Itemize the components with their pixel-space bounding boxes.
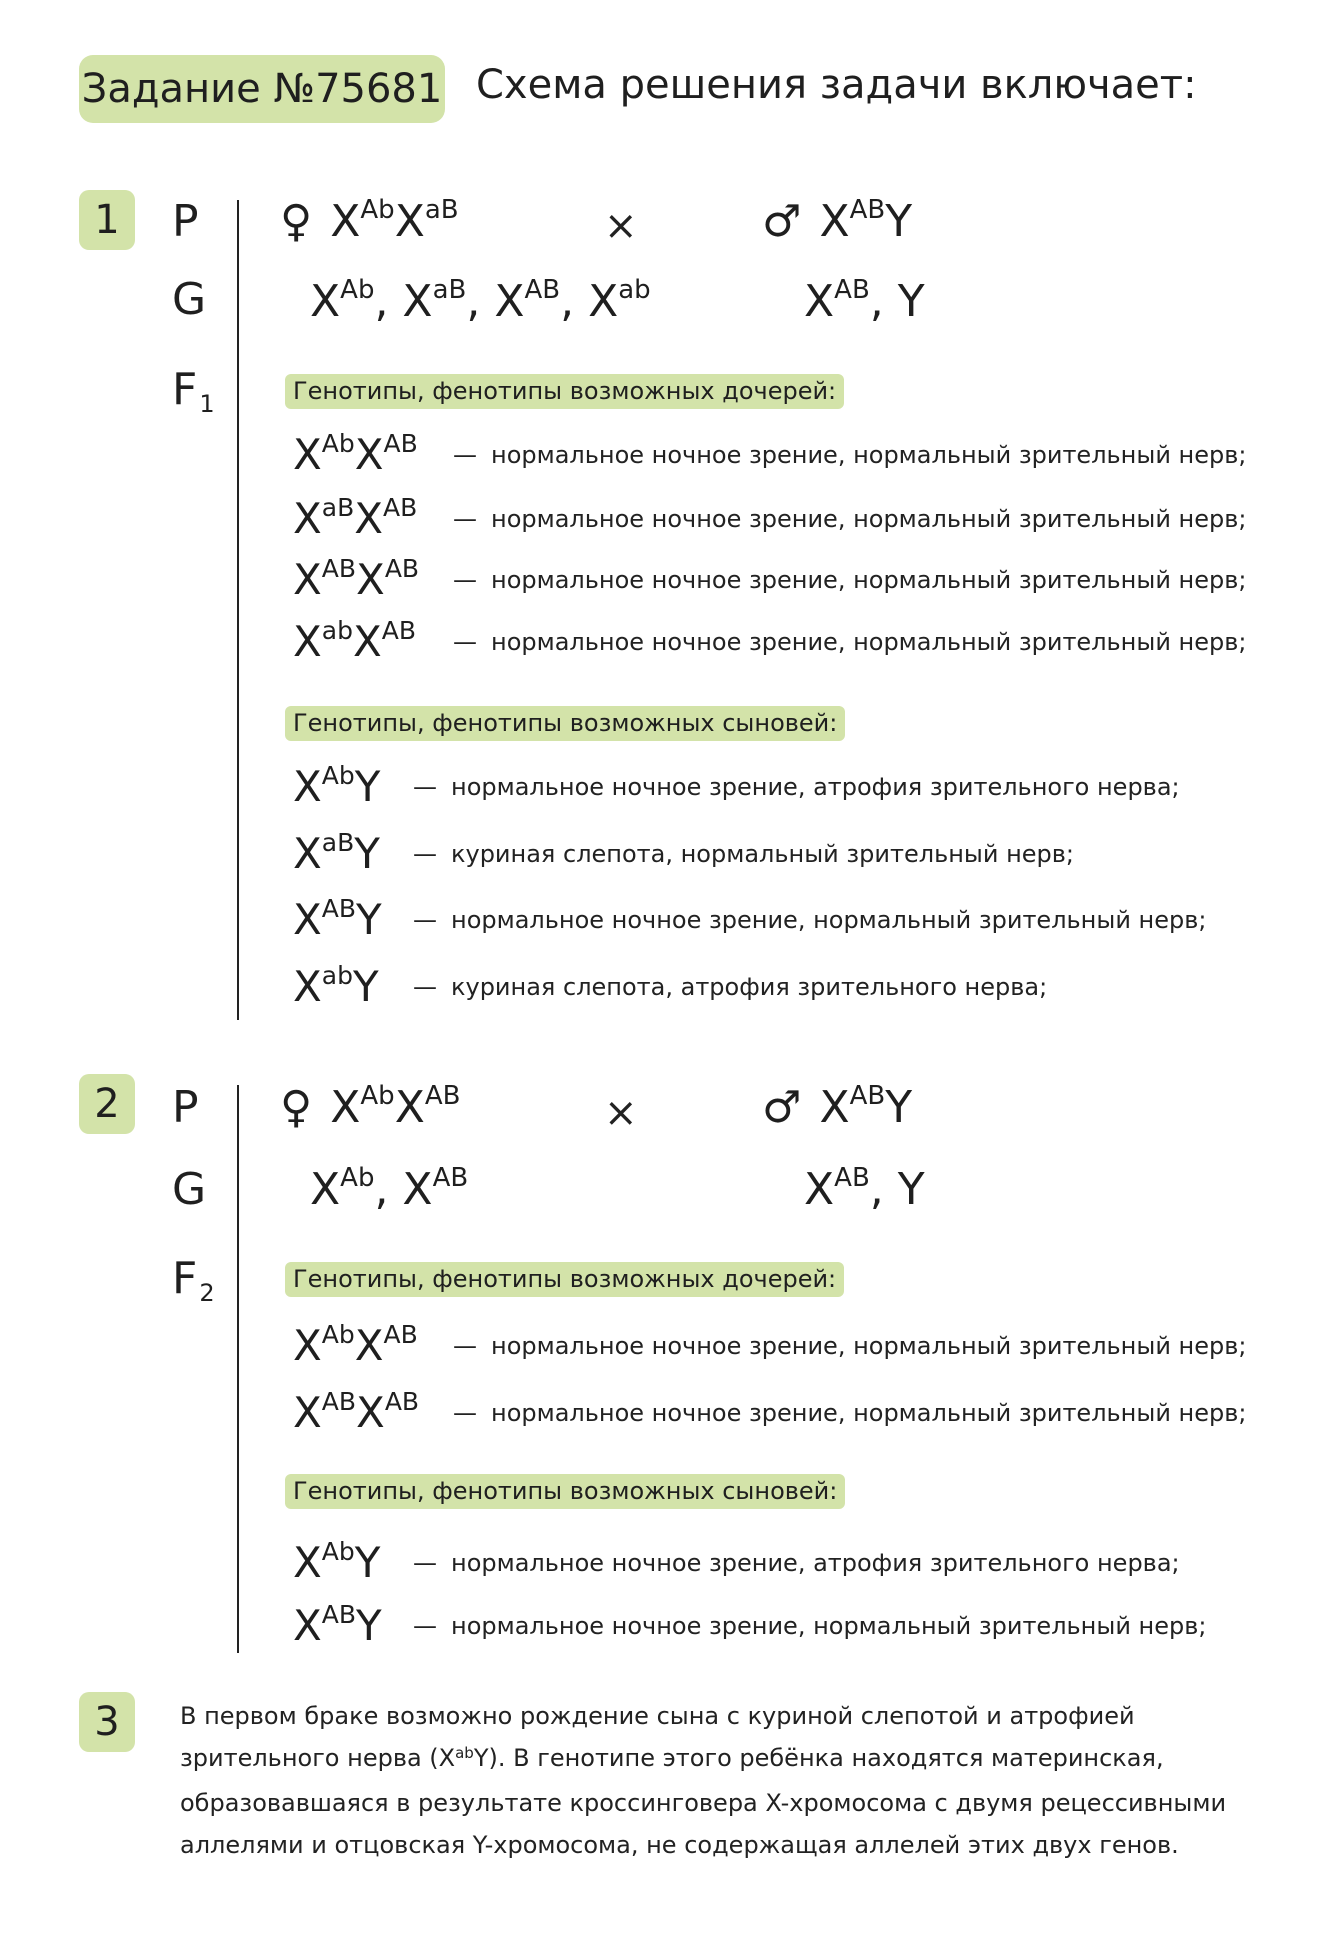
daughter-row: $X^{aB}X^{AB}$ — нормальное ночное зрение, нормальный зрительный нерв; [293,493,1247,543]
parents-label: P [172,1082,199,1133]
son-row: $X^{Ab}Y$ — нормальное ночное зрение, атрофия зрительного нерва; [293,761,1180,811]
cross-sign: × [604,203,638,249]
section-1-number: 1 [94,197,120,243]
daughter-row: $X^{Ab}X^{AB}$ — нормальное ночное зрение, нормальный зрительный нерв; [293,429,1247,479]
section-2-divider [237,1085,239,1653]
cross-sign: × [604,1090,638,1136]
page-heading: Схема решения задачи включает: [476,62,1197,108]
daughter-row: $X^{Ab}X^{AB}$ — нормальное ночное зрение, нормальный зрительный нерв; [293,1320,1247,1370]
sons-label: Генотипы, фенотипы возможных сыновей: [285,1474,845,1509]
female-icon: ♀ [280,196,313,247]
section-1-badge [79,190,135,250]
son-row: $X^{ab}Y$ — куриная слепота, атрофия зрительного нерва; [293,961,1048,1011]
son-row: $X^{AB}Y$ — нормальное ночное зрение, нормальный зрительный нерв; [293,894,1207,944]
father-gametes: $X^{AB}$, Y [804,275,925,327]
mother-gametes: $X^{Ab}$, $X^{AB}$ [310,1163,469,1215]
father-genotype: ♂ $X^{AB}Y$ [762,195,913,247]
section-2-badge [79,1074,135,1134]
daughter-row: $X^{AB}X^{AB}$ — нормальное ночное зрение, нормальный зрительный нерв; [293,1387,1247,1437]
offspring-label: F1 [172,364,215,418]
task-number: Задание №75681 [81,66,443,112]
section-3-number: 3 [94,1699,120,1745]
daughter-row: $X^{ab}X^{AB}$ — нормальное ночное зрение, нормальный зрительный нерв; [293,616,1247,666]
section-3-badge [79,1692,135,1752]
daughters-label: Генотипы, фенотипы возможных дочерей: [285,1262,844,1297]
mother-genotype: ♀ $X^{Ab}X^{AB}$ [280,1081,461,1133]
section-2-number: 2 [94,1081,120,1127]
son-row: $X^{Ab}Y$ — нормальное ночное зрение, атрофия зрительного нерва; [293,1537,1180,1587]
father-gametes: $X^{AB}$, Y [804,1163,925,1215]
daughters-label: Генотипы, фенотипы возможных дочерей: [285,374,844,409]
male-icon: ♂ [762,1082,802,1133]
parents-label: P [172,196,199,247]
sons-label: Генотипы, фенотипы возможных сыновей: [285,706,845,741]
son-row: $X^{aB}Y$ — куриная слепота, нормальный зрительный нерв; [293,828,1075,878]
conclusion-paragraph: В первом браке возможно рождение сына с куриной слепотой и атрофией зрительного нерва $(X^{ab}Y)$. В генотипе этого ребёнка находятся материнская, образовавшаяся в результате кроссинговера X-хромосома с двумя рецессивными аллелями и отцовская Y-хромосома, не содержащая аллелей этих двух генов. [180,1702,1227,1859]
mother-genotype: ♀ $X^{Ab}X^{aB}$ [280,195,459,247]
female-icon: ♀ [280,1082,313,1133]
male-icon: ♂ [762,196,802,247]
son-row: $X^{AB}Y$ — нормальное ночное зрение, нормальный зрительный нерв; [293,1600,1207,1650]
section-1-divider [237,200,239,1020]
mother-gametes: $X^{Ab}$, $X^{aB}$, $X^{AB}$, $X^{ab}$ [310,275,651,327]
daughter-row: $X^{AB}X^{AB}$ — нормальное ночное зрение, нормальный зрительный нерв; [293,554,1247,604]
father-genotype: ♂ $X^{AB}Y$ [762,1081,913,1133]
task-number-badge [79,55,445,123]
offspring-label: F2 [172,1253,215,1307]
gametes-label: G [172,1164,207,1215]
gametes-label: G [172,274,207,325]
